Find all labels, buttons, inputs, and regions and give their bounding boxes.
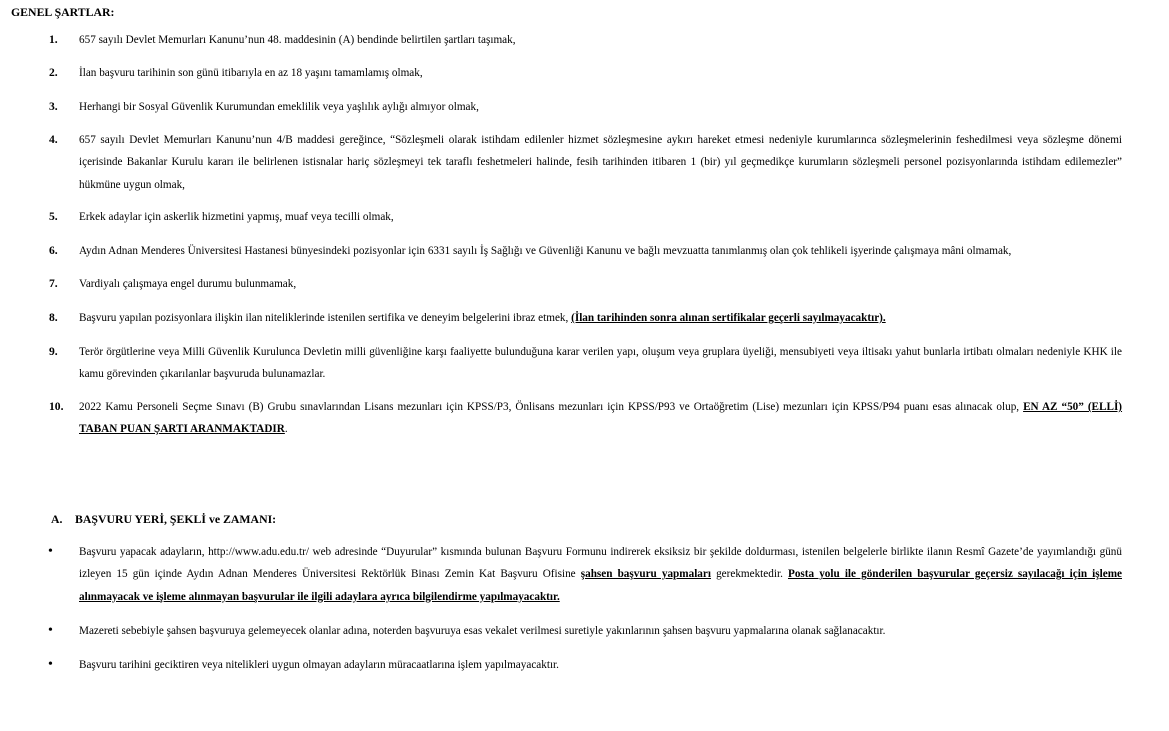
bullet-text-body: Başvuru yapacak adayların, http://www.adu.edu.tr/ web adresinde “Duyurular” kısmında bulunan Başvuru Formunu indirerek eksiksiz bir şekilde doldurması, istenilen belgelerle birlikte ilanın Resmî Gazete’de yayımlandığı günü izleyen 15 gün içinde Aydın Adnan Menderes Üniversitesi Rektörlük Binası Zemin Kat Başvuru Ofisine	[79, 546, 1122, 581]
condition-number: 3.	[49, 100, 58, 113]
bullet-icon: •	[48, 657, 53, 672]
condition-text: Vardiyalı çalışmaya engel durumu bulunmamak,	[79, 278, 297, 290]
condition-text-body: Başvuru yapılan pozisyonlara ilişkin ilan niteliklerinde istenilen sertifika ve deneyim belgelerini ibraz etmek,	[79, 312, 569, 324]
condition-item-1	[0, 29, 1122, 51]
condition-item-7	[0, 273, 1122, 295]
condition-item-6	[0, 240, 1122, 262]
condition-item-2	[0, 62, 1122, 84]
condition-text: 657 sayılı Devlet Memurları Kanunu’nun 48. maddesinin (A) bendinde belirtilen şartları taşımak,	[79, 34, 516, 46]
condition-item-3	[0, 96, 1122, 118]
condition-text: Terör örgütlerine veya Milli Güvenlik Kurulunca Devletin milli güvenliğine karşı faaliyette bulunduğuna karar verilen yapı, oluşum veya gruplara üyeliği, mensubiyeti veya iltisakı yahut bunlarla irtibatı olmaları nedeniyle KHK ile kamu görevinden çıkarılanlar başvuruda bulunamazlar.	[79, 346, 1122, 381]
condition-number: 8.	[49, 311, 58, 324]
section-a-title-text: BAŞVURU YERİ, ŞEKLİ ve ZAMANI:	[75, 512, 277, 526]
condition-number: 5.	[49, 210, 58, 223]
bullet-text: Mazereti sebebiyle şahsen başvuruya gelemeyecek olanlar adına, noterden başvuruya esas vekalet verilmesi suretiyle yakınlarının şahsen başvuru yapmalarına olanak sağlanacaktır.	[79, 625, 886, 637]
section-a-letter: A.	[51, 512, 63, 526]
bullet-emphasis-1: şahsen başvuru yapmaları	[580, 568, 711, 581]
bullet-middle: gerekmektedir.	[710, 568, 788, 581]
condition-number: 4.	[49, 133, 58, 146]
condition-text: Erkek adaylar için askerlik hizmetini yapmış, muaf veya tecilli olmak,	[79, 211, 394, 223]
condition-tail: .	[284, 423, 288, 436]
condition-item-8	[0, 307, 1122, 329]
bullet-text	[79, 541, 1122, 608]
bullet-icon: •	[48, 623, 53, 638]
section-a-title	[51, 508, 276, 530]
condition-number: 7.	[49, 277, 58, 290]
bullet-icon: •	[48, 544, 53, 559]
condition-emphasis: EN AZ “50” (ELLİ) TABAN PUAN ŞARTI ARANMAKTADIR	[79, 401, 1123, 436]
condition-number: 9.	[49, 345, 58, 358]
application-bullet-1	[0, 541, 1122, 608]
application-bullet-2	[0, 620, 1122, 642]
condition-item-9	[0, 341, 1122, 386]
condition-item-5	[0, 206, 1122, 228]
bullet-text: Başvuru tarihini geciktiren veya nitelikleri uygun olmayan adayların müracaatlarına işlem yapılmayacaktır.	[79, 659, 559, 671]
condition-text: Aydın Adnan Menderes Üniversitesi Hastanesi bünyesindeki pozisyonlar için 6331 sayılı İş Sağlığı ve Güvenliği Kanunu ve bağlı mevzuatta tanımlanmış olan çok tehlikeli işyerinde çalışmaya mâni olmamak,	[79, 245, 1012, 257]
condition-text	[79, 396, 1122, 441]
condition-number: 1.	[49, 33, 58, 46]
condition-text: 657 sayılı Devlet Memurları Kanunu’nun 4/B maddesi gereğince, “Sözleşmeli olarak istihdam edilenler hizmet sözleşmesine aykırı hareket etmesi nedeniyle kurumlarınca sözleşmelerinin feshedilmesi veya sözleşme dönemi içerisinde Bakanlar Kurulu kararı ile belirlenen istisnalar hariç sözleşmeyi tek taraflı feshetmeleri halinde, fesih tarihinden itibaren 1 (bir) yıl geçmedikçe kurumların sözleşmeli personel pozisyonlarında istihdam edilemezler” hükmüne uygun olmak,	[79, 134, 1122, 191]
condition-text	[79, 307, 1122, 329]
condition-text: İlan başvuru tarihinin son günü itibarıyla en az 18 yaşını tamamlamış olmak,	[79, 67, 423, 79]
condition-emphasis: (İlan tarihinden sonra alınan sertifikalar geçerli sayılmayacaktır).	[571, 312, 886, 324]
condition-text: Herhangi bir Sosyal Güvenlik Kurumundan emeklilik veya yaşlılık aylığı almıyor olmak,	[79, 101, 479, 113]
bullet-emphasis-2: Posta yolu ile gönderilen başvurular geçersiz sayılacağı için işleme alınmayacak ve işleme alınmayan başvurular ile ilgili adaylara ayrıca bilgilendirme yapılmayacaktır.	[79, 568, 1122, 603]
condition-text-body: 2022 Kamu Personeli Seçme Sınavı (B) Grubu sınavlarından Lisans mezunları için KPSS/P3, Önlisans mezunları için KPSS/P93 ve Ortaöğretim (Lise) mezunları için KPSS/P94 puanı esas alınacak olup,	[79, 401, 1020, 413]
general-conditions-heading: GENEL ŞARTLAR:	[11, 5, 115, 19]
condition-number: 6.	[49, 244, 58, 257]
condition-number: 10.	[49, 400, 64, 413]
application-bullet-3	[0, 654, 1122, 676]
condition-item-10	[0, 396, 1122, 441]
condition-number: 2.	[49, 66, 58, 79]
condition-item-4	[0, 129, 1122, 196]
